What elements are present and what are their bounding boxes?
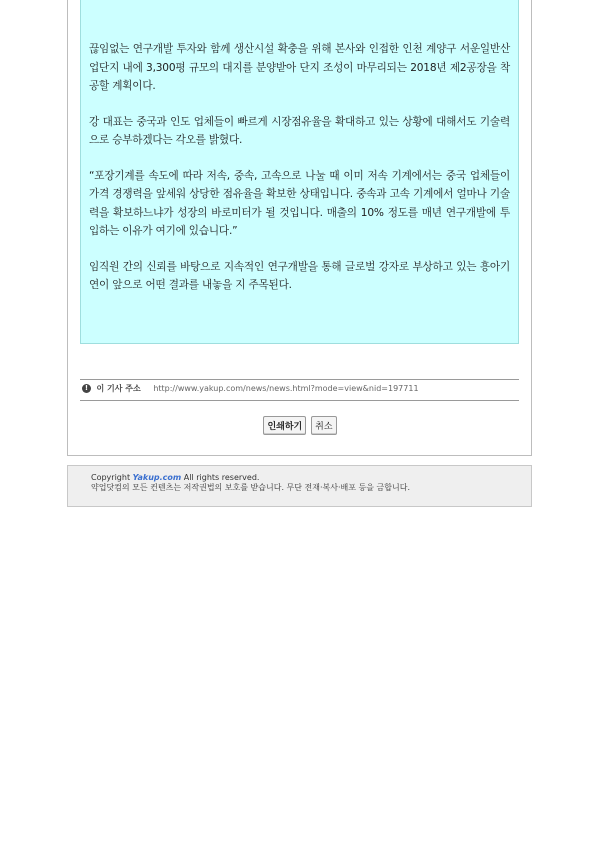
cancel-button[interactable]: 취소 bbox=[311, 416, 336, 435]
article-url-label: 이 기사 주소 bbox=[96, 384, 141, 393]
copyright-prefix: Copyright bbox=[91, 473, 131, 482]
rights-text: All rights reserved. bbox=[183, 473, 260, 482]
copyright-line bbox=[91, 473, 531, 483]
info-icon: ! bbox=[82, 384, 91, 393]
article-paragraph: “포장기계를 속도에 따라 저속, 중속, 고속으로 나눌 때 이미 저속 기계에서는 중국 업체들이 가격 경쟁력을 앞세워 상당한 점유율을 확보한 상태입니다. 중속과 고속 기계에서 얼마나 기술력을 확보하느냐가 성장의 바로미터가 될 것입니다. 매출의 10% 정도를 매년 연구개발에 투입하는 이유가 여기에 있습니다.” bbox=[89, 169, 510, 237]
article-url-row bbox=[82, 383, 519, 399]
divider-top bbox=[80, 379, 519, 380]
brand-logo: Yakup.com bbox=[132, 473, 182, 482]
divider-bottom bbox=[80, 400, 519, 401]
print-button[interactable]: 인쇄하기 bbox=[263, 416, 306, 435]
article-paragraph: 강 대표는 중국과 인도 업체들이 빠르게 시장점유율을 확대하고 있는 상황에 대해서도 기술력으로 승부하겠다는 각오를 밝혔다. bbox=[89, 115, 510, 146]
footer bbox=[67, 465, 532, 507]
copyright-notice: 약업닷컴의 모든 컨텐츠는 저작권법의 보호를 받습니다. 무단 전재·복사·배포 등을 금합니다. bbox=[91, 483, 410, 492]
button-bar bbox=[0, 416, 600, 435]
article-paragraph: 끊임없는 연구개발 투자와 함께 생산시설 확충을 위해 본사와 인접한 인천 계양구 서운일반산업단지 내에 3,300평 규모의 대지를 분양받아 단지 조성이 마무리되는 2018년 제2공장을 착공할 계획이다. bbox=[89, 43, 510, 92]
article-body bbox=[80, 0, 519, 344]
article-paragraph: 임직원 간의 신뢰를 바탕으로 지속적인 연구개발을 통해 글로벌 강자로 부상하고 있는 흥아기연이 앞으로 어떤 결과를 내놓을 지 주목된다. bbox=[89, 260, 510, 291]
article-url[interactable]: http://www.yakup.com/news/news.html?mode=view&nid=197711 bbox=[153, 384, 419, 393]
